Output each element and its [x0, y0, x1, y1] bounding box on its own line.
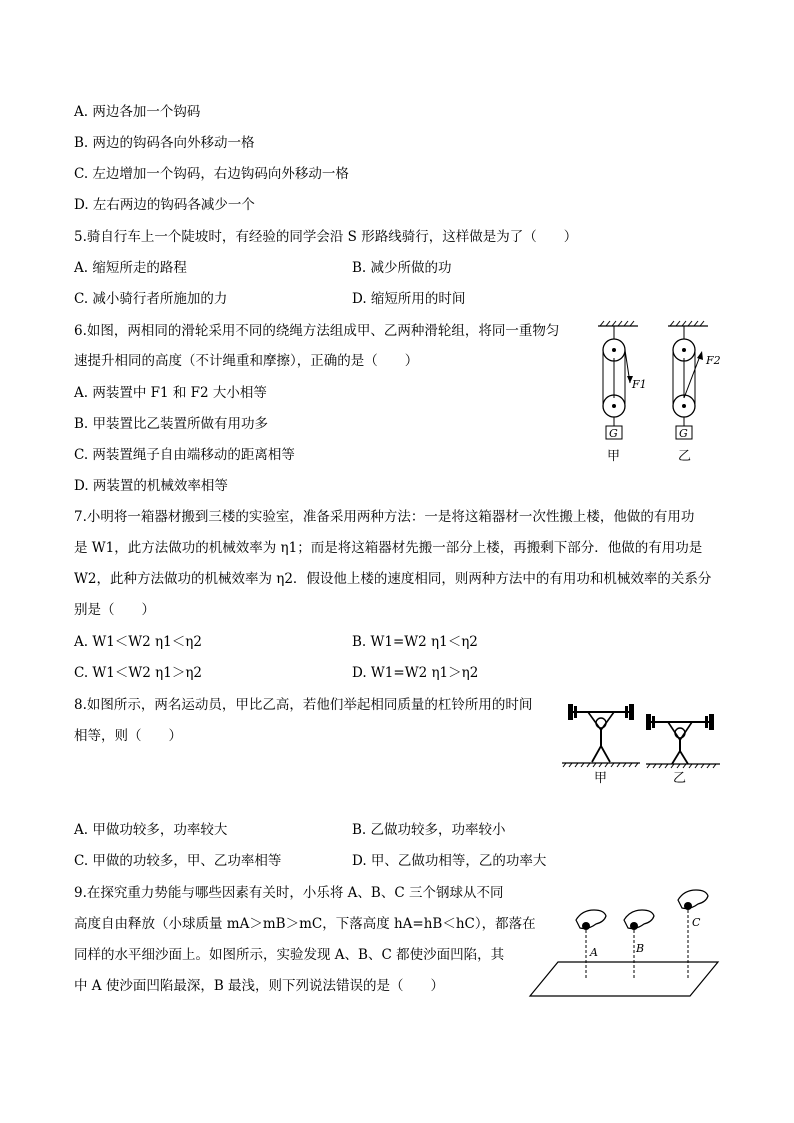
q4-option-c: C. 左边增加一个钩码，右边钩码向外移动一格 [74, 166, 349, 182]
pulley-label-jia: 甲 [607, 449, 621, 464]
weightlifter-figure [560, 696, 725, 786]
pulley-figure [590, 318, 735, 466]
q5-option-a: A. 缩短所走的路程 [74, 260, 187, 276]
dropping-balls-figure [528, 882, 726, 1002]
ball-a-label: A [590, 946, 598, 959]
q7-option-a: A. W1＜W2 η1＜η2 [74, 634, 202, 650]
weight-g-label-yi: G [679, 427, 688, 440]
q4-option-b: B. 两边的钩码各向外移动一格 [74, 135, 255, 151]
q7-option-c: C. W1＜W2 η1＞η2 [74, 665, 203, 681]
q5-stem: 5.骑自行车上一个陡坡时，有经验的同学会沿 S 形路线骑行，这样做是为了（ ） [74, 229, 578, 245]
pulley-label-yi: 乙 [678, 449, 692, 464]
athlete-label-yi: 乙 [673, 771, 687, 786]
force-f1-label: F1 [632, 378, 647, 391]
ball-c-label: C [692, 916, 701, 929]
q6-option-c: C. 两装置绳子自由端移动的距离相等 [74, 447, 295, 463]
q6-stem-line1: 6.如图，两相同的滑轮采用不同的绕绳方法组成甲、乙两种滑轮组，将同一重物匀 [74, 323, 560, 339]
q7-stem-line2: 是 W1，此方法做功的机械效率为 η1；而是将这箱器材先搬一部分上楼，再搬剩下部分．他做的有用功是 [74, 540, 703, 556]
q9-stem-line4: 中 A 使沙面凹陷最深，B 最浅，则下列说法错误的是（ ） [74, 978, 445, 994]
q6-option-a: A. 两装置中 F1 和 F2 大小相等 [74, 385, 267, 401]
q4-option-a: A. 两边各加一个钩码 [74, 104, 201, 120]
q5-option-b: B. 减少所做的功 [352, 260, 452, 276]
q8-option-d: D. 甲、乙做功相等，乙的功率大 [352, 853, 547, 869]
q8-option-b: B. 乙做功较多，功率较小 [352, 822, 506, 838]
q8-option-a: A. 甲做功较多，功率较大 [74, 822, 228, 838]
q9-stem-line2: 高度自由释放（小球质量 mA＞mB＞mC，下落高度 hA=hB＜hC），都落在 [74, 916, 536, 932]
q6-option-b: B. 甲装置比乙装置所做有用功多 [74, 416, 269, 432]
weight-g-label-jia: G [609, 427, 618, 440]
q7-option-d: D. W1=W2 η1＞η2 [352, 665, 479, 681]
q7-option-b: B. W1=W2 η1＜η2 [352, 634, 478, 650]
q8-option-c: C. 甲做的功较多，甲、乙功率相等 [74, 853, 282, 869]
q9-stem-line3: 同样的水平细沙面上。如图所示，实验发现 A、B、C 都使沙面凹陷，其 [74, 947, 505, 963]
q7-stem-line3: W2，此种方法做功的机械效率为 η2．假设他上楼的速度相同，则两种方法中的有用功和机械效率的关系分 [74, 571, 712, 587]
q6-option-d: D. 两装置的机械效率相等 [74, 478, 228, 494]
q5-option-d: D. 缩短所用的时间 [352, 291, 466, 307]
q5-option-c: C. 减小骑行者所施加的力 [74, 291, 228, 307]
q7-stem-line1: 7.小明将一箱器材搬到三楼的实验室，准备采用两种方法：一是将这箱器材一次性搬上楼，他做的有用功 [74, 509, 695, 525]
q6-stem-line2: 速提升相同的高度（不计绳重和摩擦），正确的是（ ） [74, 353, 419, 369]
q4-option-d: D. 左右两边的钩码各减少一个 [74, 197, 255, 213]
q7-stem-line4: 别是（ ） [74, 602, 155, 618]
q8-stem-line1: 8.如图所示，两名运动员，甲比乙高，若他们举起相同质量的杠铃所用的时间 [74, 697, 533, 713]
force-f2-label: F2 [706, 354, 721, 367]
q9-stem-line1: 9.在探究重力势能与哪些因素有关时，小乐将 A、B、C 三个钢球从不同 [74, 885, 504, 901]
athlete-label-jia: 甲 [594, 771, 608, 786]
q8-stem-line2: 相等，则（ ） [74, 728, 182, 744]
ball-b-label: B [636, 942, 645, 955]
